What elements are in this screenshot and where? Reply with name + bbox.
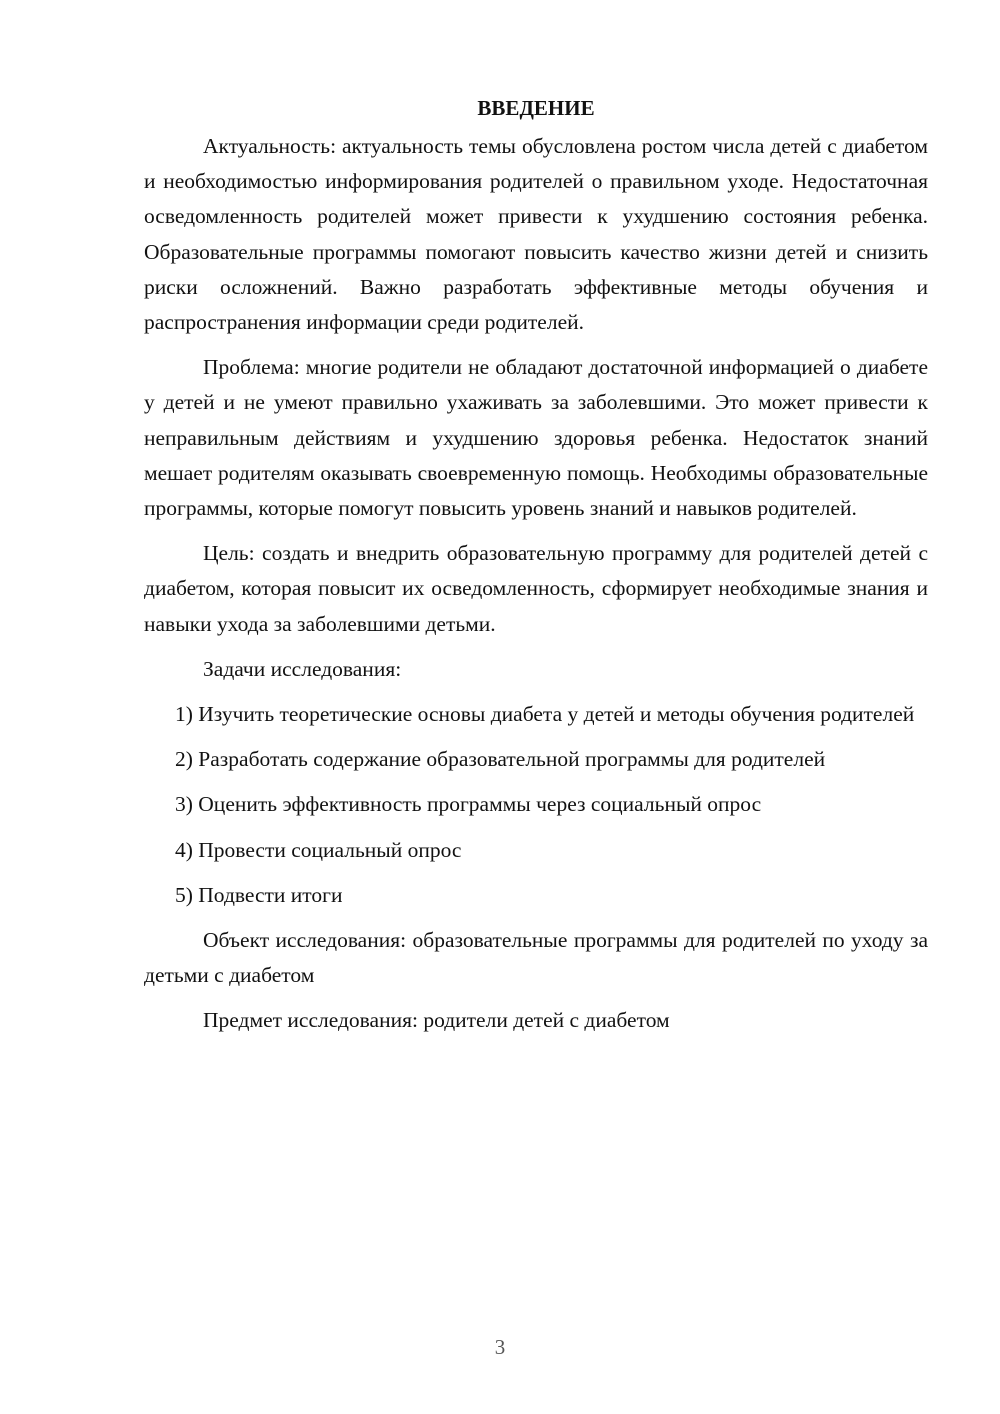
page-number: 3: [494, 1335, 506, 1359]
task-item-4: 4) Провести социальный опрос: [175, 837, 462, 862]
task-item-2: 2) Разработать содержание образовательной программы для родителей: [175, 747, 826, 772]
task-item-5: 5) Подвести итоги: [175, 882, 343, 907]
paragraph-problem: Проблема: многие родители не обладают достаточной информацией о диабете у детей и не умеют правильно ухаживать за заболевшими. Это может привести к неправильным действиям и ухудшению здоровья ребенка. Недостаток знаний мешает родителям оказывать своевременную помощь. Необходимы образовательные программы, которые помогут повысить уровень знаний и навыков родителей.: [144, 355, 928, 521]
page-title: ВВЕДЕНИЕ: [477, 96, 595, 120]
paragraph-tasks-heading: Задачи исследования:: [203, 656, 402, 681]
paragraph-object: Объект исследования: образовательные программы для родителей по уходу за детьми с диабетом: [144, 928, 928, 988]
task-item-3: 3) Оценить эффективность программы через социальный опрос: [175, 792, 762, 817]
page-content: [144, 90, 928, 1049]
paragraph-relevance: Актуальность: актуальность темы обусловлена ростом числа детей с диабетом и необходимостью информирования родителей о правильном уходе. Недостаточная осведомленность родителей может привести к ухудшению состояния ребенка. Образовательные программы помогают повысить качество жизни детей и снизить риски осложнений. Важно разработать эффективные методы обучения и распространения информации среди родителей.: [144, 134, 928, 335]
task-item-1: 1) Изучить теоретические основы диабета у детей и методы обучения родителей: [175, 702, 915, 727]
paragraph-subject: Предмет исследования: родители детей с диабетом: [203, 1008, 670, 1033]
paragraph-goal: Цель: создать и внедрить образовательную программу для родителей детей с диабетом, которая повысит их осведомленность, сформирует необходимые знания и навыки ухода за заболевшими детьми.: [144, 541, 928, 636]
